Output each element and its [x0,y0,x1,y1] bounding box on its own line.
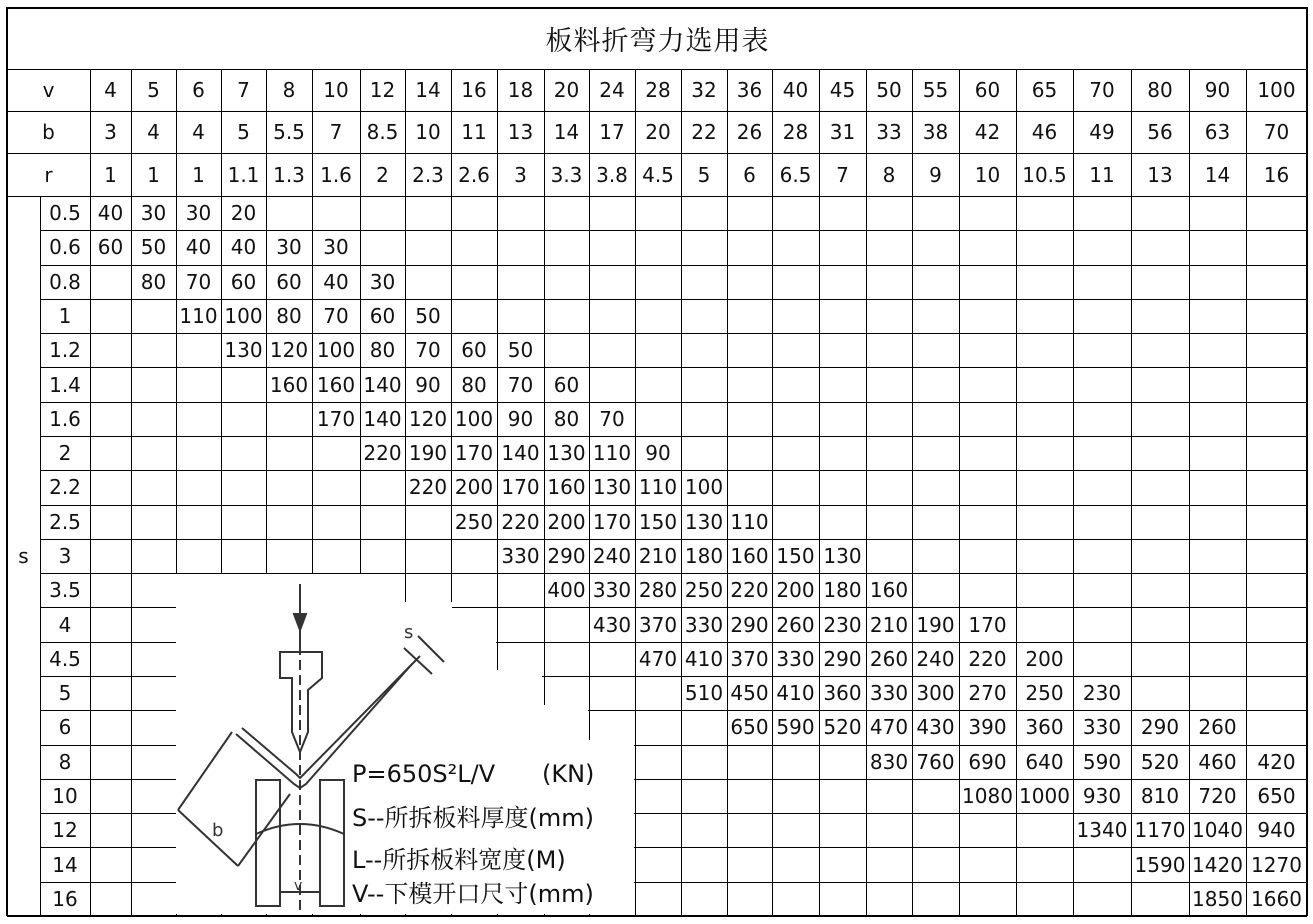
force-value-cell: 180 [684,543,724,568]
header-r-cell: 14 [1204,162,1231,187]
s-value-cell: 5 [58,681,72,706]
formula-v-def: V--下模开口尺寸(mm) [352,880,594,908]
header-r-cell: 8 [882,162,896,187]
header-v-cell: 10 [323,78,349,102]
force-value-cell: 300 [916,681,955,706]
force-value-cell: 240 [592,543,632,568]
force-value-cell: 230 [1082,681,1122,706]
force-value-cell: 830 [869,749,909,774]
s-value-cell: 1.2 [49,338,81,363]
header-r-cell: 13 [1147,162,1173,187]
force-value-cell: 650 [730,715,769,740]
force-value-cell: 30 [185,201,212,226]
force-value-cell: 280 [638,578,678,603]
s-value-cell: 2.5 [49,509,81,534]
header-v-cell: 80 [1147,78,1173,102]
force-value-cell: 90 [507,406,534,431]
header-r-cell: 2 [376,162,389,187]
force-value-cell: 120 [269,338,309,363]
force-value-cell: 400 [547,578,586,603]
force-value-cell: 720 [1198,783,1237,808]
force-value-cell: 220 [363,441,402,466]
data-row-line [40,367,1307,368]
force-value-cell: 80 [276,303,302,328]
force-value-cell: 200 [454,475,494,500]
force-value-cell: 130 [823,543,862,568]
header-v-cell: 24 [599,78,625,102]
header-label-b: b [42,120,55,144]
force-value-cell: 330 [776,646,815,671]
header-r-cell: 3.3 [550,162,583,187]
header-v-cell: 55 [922,78,949,102]
header-b-cell: 17 [599,120,625,144]
force-value-cell: 260 [1198,715,1237,740]
force-value-cell: 470 [869,715,909,740]
force-value-cell: 370 [638,612,678,637]
s-value-cell: 12 [52,818,78,843]
force-value-cell: 210 [869,612,909,637]
header-r-cell: 7 [836,162,849,187]
force-value-cell: 520 [823,715,862,740]
s-value-cell: 2 [58,441,72,466]
force-value-cell: 690 [968,749,1007,774]
header-v-cell: 18 [507,78,534,102]
force-value-cell: 250 [1025,681,1064,706]
force-value-cell: 30 [276,235,302,260]
header-b-cell: 5.5 [273,120,305,144]
force-value-cell: 90 [415,372,441,397]
header-r-cell: 1 [147,162,160,187]
header-v-cell: 5 [147,78,160,102]
header-r-cell: 1 [104,162,117,187]
force-value-cell: 130 [592,475,632,500]
force-value-cell: 410 [776,681,815,706]
force-value-cell: 290 [730,612,769,637]
force-value-cell: 60 [230,269,257,294]
header-v-cell: 4 [104,78,117,102]
table-title: 板料折弯力选用表 [545,25,770,57]
header-r-cell: 3.8 [596,162,628,187]
formula-main: P=650S²L/V [352,760,496,788]
force-value-cell: 30 [323,235,349,260]
header-r-cell: 2.3 [412,162,444,187]
header-b-cell: 8.5 [366,120,399,144]
header-v-cell: 8 [282,78,296,102]
force-value-cell: 60 [553,372,580,397]
force-value-cell: 810 [1140,783,1180,808]
header-b-cell: 42 [974,120,1001,144]
force-value-cell: 200 [547,509,586,534]
force-value-cell: 1040 [1192,818,1243,843]
force-value-cell: 100 [684,475,724,500]
force-value-cell: 100 [454,406,494,431]
header-b-cell: 20 [645,120,671,144]
header-b-cell: 46 [1031,120,1058,144]
header-r-cell: 6 [743,162,756,187]
header-r-cell: 11 [1089,162,1115,187]
header-b-cell: 56 [1147,120,1173,144]
header-b-cell: 5 [237,120,250,144]
force-value-cell: 650 [1257,783,1296,808]
header-v-cell: 45 [829,78,856,102]
force-value-cell: 220 [730,578,769,603]
force-value-cell: 1340 [1076,818,1128,843]
force-value-cell: 200 [776,578,815,603]
header-r-cell: 16 [1263,162,1290,187]
s-axis-label: s [18,544,29,568]
header-b-cell: 38 [922,120,949,144]
force-value-cell: 100 [316,338,356,363]
force-value-cell: 170 [316,406,356,431]
force-value-cell: 110 [730,509,769,534]
header-label-r: r [44,162,53,187]
header-v-cell: 36 [736,78,763,102]
force-value-cell: 260 [776,612,815,637]
header-v-cell: 14 [415,78,441,102]
header-r-cell: 1.3 [273,162,305,187]
s-value-cell: 6 [58,715,72,740]
force-value-cell: 160 [869,578,909,603]
force-value-cell: 390 [968,715,1007,740]
header-r-cell: 9 [929,162,942,187]
force-value-cell: 1590 [1134,852,1186,877]
header-v-cell: 50 [876,78,902,102]
press-brake-diagram [176,574,638,918]
force-value-cell: 360 [1025,715,1064,740]
force-value-cell: 110 [638,475,678,500]
force-value-cell: 940 [1257,818,1296,843]
force-value-cell: 190 [916,612,955,637]
header-r-cell: 1 [192,162,205,187]
force-value-cell: 420 [1257,749,1296,774]
force-value-cell: 130 [547,441,586,466]
force-value-cell: 250 [454,509,494,534]
header-r-cell: 2.6 [458,162,490,187]
force-value-cell: 140 [363,372,402,397]
force-value-cell: 1000 [1019,783,1070,808]
force-value-cell: 230 [823,612,862,637]
force-value-cell: 20 [230,201,257,226]
s-value-cell: 16 [52,886,78,911]
s-value-cell: 3.5 [49,578,81,603]
force-value-cell: 130 [684,509,724,534]
header-b-cell: 63 [1204,120,1231,144]
s-value-cell: 14 [52,852,78,877]
force-value-cell: 370 [730,646,769,671]
force-value-cell: 200 [1025,646,1064,671]
header-b-cell: 22 [691,120,717,144]
force-value-cell: 190 [408,441,448,466]
header-b-cell: 11 [461,120,487,144]
diagram-label-b: b [212,820,224,841]
data-col-line [131,196,132,916]
force-value-cell: 170 [501,475,540,500]
header-v-cell: 16 [461,78,487,102]
force-value-cell: 330 [501,543,540,568]
force-value-cell: 240 [916,646,955,671]
force-value-cell: 160 [269,372,309,397]
header-r-cell: 1.6 [320,162,352,187]
force-value-cell: 760 [916,749,955,774]
force-value-cell: 360 [823,681,862,706]
force-value-cell: 60 [276,269,302,294]
force-value-cell: 270 [968,681,1007,706]
force-value-cell: 330 [684,612,724,637]
force-value-cell: 1850 [1192,886,1243,911]
force-value-cell: 1420 [1192,852,1243,877]
header-b-cell: 28 [782,120,809,144]
header-v-cell: 32 [691,78,717,102]
force-value-cell: 160 [547,475,586,500]
header-v-cell: 65 [1031,78,1058,102]
force-value-cell: 70 [599,406,625,431]
force-value-cell: 460 [1198,749,1237,774]
force-value-cell: 60 [461,338,487,363]
s-value-cell: 4 [58,612,72,637]
s-value-cell: 0.5 [49,201,81,226]
force-value-cell: 590 [1082,749,1122,774]
force-value-cell: 410 [684,646,724,671]
s-value-cell: 0.8 [49,269,81,294]
force-value-cell: 220 [968,646,1007,671]
force-value-cell: 520 [1140,749,1180,774]
data-col-line [912,196,913,916]
force-value-cell: 510 [684,681,724,706]
data-row-line [40,402,1307,403]
force-value-cell: 80 [369,338,396,363]
force-value-cell: 60 [369,303,396,328]
data-col-line [866,196,867,916]
force-value-cell: 210 [638,543,678,568]
force-value-cell: 1170 [1134,818,1186,843]
force-value-cell: 30 [140,201,167,226]
force-value-cell: 330 [1082,715,1122,740]
s-value-cell: 1 [58,303,72,328]
header-b-cell: 31 [829,120,856,144]
header-r-cell: 5 [697,162,711,187]
force-value-cell: 450 [730,681,769,706]
s-value-cell: 2.2 [49,475,81,500]
force-value-cell: 180 [823,578,862,603]
force-value-cell: 150 [776,543,815,568]
header-r-cell: 1.1 [227,162,260,187]
force-value-cell: 640 [1025,749,1064,774]
force-value-cell: 470 [638,646,678,671]
header-v-cell: 70 [1089,78,1115,102]
header-v-cell: 7 [237,78,250,102]
force-value-cell: 70 [185,269,212,294]
force-value-cell: 170 [592,509,632,534]
force-value-cell: 160 [730,543,769,568]
force-value-cell: 30 [369,269,396,294]
header-v-cell: 6 [192,78,205,102]
force-value-cell: 60 [97,235,124,260]
header-b-cell: 3 [104,120,117,144]
header-b-cell: 14 [553,120,580,144]
diagram-label-s: s [404,622,414,643]
s-value-cell: 1.6 [49,406,81,431]
header-b-cell: 26 [736,120,763,144]
force-value-cell: 160 [316,372,356,397]
force-value-cell: 930 [1082,783,1122,808]
force-value-cell: 90 [645,441,671,466]
force-value-cell: 1270 [1251,852,1302,877]
header-b-cell: 10 [415,120,441,144]
force-value-cell: 290 [823,646,862,671]
formula-unit: (KN) [542,760,595,788]
force-value-cell: 140 [363,406,402,431]
force-value-cell: 130 [224,338,263,363]
header-r-cell: 10.5 [1022,162,1067,187]
force-value-cell: 70 [415,338,441,363]
s-value-cell: 10 [52,783,78,808]
force-value-cell: 220 [408,475,448,500]
header-b-cell: 7 [329,120,343,144]
force-value-cell: 40 [97,201,124,226]
s-value-cell: 3 [58,543,72,568]
header-v-cell: 100 [1257,78,1296,102]
header-r-cell: 3 [514,162,527,187]
force-value-cell: 140 [501,441,540,466]
force-value-cell: 430 [592,612,632,637]
header-r-cell: 6.5 [779,162,812,187]
header-b-cell: 13 [507,120,534,144]
header-b-cell: 33 [876,120,902,144]
force-value-cell: 290 [547,543,586,568]
force-value-cell: 1080 [962,783,1013,808]
header-r-cell: 4.5 [642,162,674,187]
force-value-cell: 260 [869,646,909,671]
header-b-cell: 4 [192,120,205,144]
formula-l-def: L--所拆板料宽度(M) [352,846,566,874]
header-v-cell: 40 [782,78,809,102]
force-value-cell: 170 [968,612,1007,637]
force-value-cell: 100 [224,303,263,328]
s-value-cell: 0.6 [49,235,81,260]
force-value-cell: 70 [507,372,534,397]
force-value-cell: 150 [638,509,678,534]
header-v-cell: 28 [645,78,671,102]
data-col-line [90,196,91,916]
force-value-cell: 430 [916,715,955,740]
force-value-cell: 120 [408,406,448,431]
formula-s-def: S--所拆板料厚度(mm) [352,804,595,832]
header-b-cell: 70 [1263,120,1290,144]
border-top [7,7,1307,9]
force-value-cell: 80 [140,269,167,294]
s-value-cell: 4.5 [49,646,81,671]
force-value-cell: 1660 [1251,886,1302,911]
diagram-label-v: v [294,878,303,894]
force-value-cell: 50 [507,338,534,363]
header-r-cell: 10 [974,162,1001,187]
force-value-cell: 170 [454,441,494,466]
force-value-cell: 40 [185,235,212,260]
s-value-cell: 1.4 [49,372,81,397]
force-value-cell: 110 [592,441,632,466]
header-label-v: v [42,78,55,102]
force-value-cell: 80 [553,406,580,431]
header-b-cell: 4 [147,120,160,144]
force-value-cell: 330 [592,578,632,603]
force-value-cell: 220 [501,509,540,534]
header-v-cell: 12 [369,78,396,102]
force-value-cell: 70 [323,303,349,328]
header-v-cell: 90 [1204,78,1231,102]
force-value-cell: 80 [461,372,487,397]
force-value-cell: 290 [1140,715,1180,740]
force-value-cell: 110 [179,303,218,328]
force-value-cell: 40 [323,269,349,294]
force-value-cell: 40 [230,235,257,260]
header-v-cell: 60 [974,78,1001,102]
force-value-cell: 50 [140,235,167,260]
force-value-cell: 330 [869,681,909,706]
s-value-cell: 8 [58,749,72,774]
force-value-cell: 250 [684,578,724,603]
force-value-cell: 50 [415,303,441,328]
force-value-cell: 590 [776,715,815,740]
header-v-cell: 20 [553,78,580,102]
header-b-cell: 49 [1089,120,1115,144]
